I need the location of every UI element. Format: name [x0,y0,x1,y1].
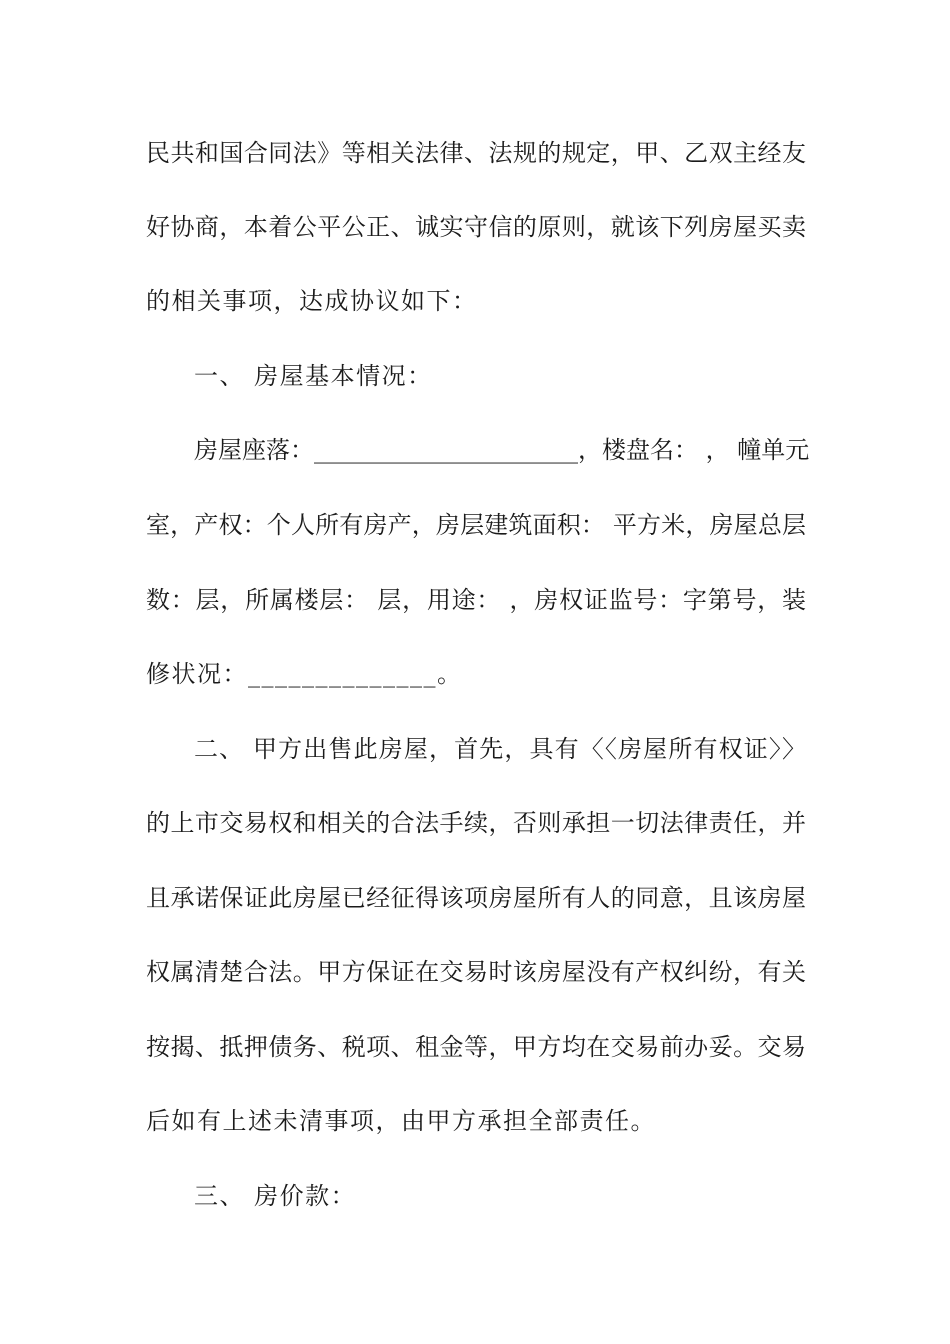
text-line-2: 好协商，本着公平公正、诚实守信的原则，就该下列房屋买卖 [146,213,806,241]
text-line-11: 且承诺保证此房屋已经征得该项房屋所有人的同意，且该房屋 [146,884,806,912]
text-line-10: 的上市交易权和相关的合法手续，否则承担一切法律责任，并 [146,809,806,837]
text-line-6: 室，产权：个人所有房产，房层建筑面积： 平方米，房屋总层 [146,511,806,539]
text-line-7: 数：层，所属楼层： 层，用途： ，房权证监号：字第号，装 [146,586,806,614]
section-heading-3: 三、 房价款： [194,1182,357,1210]
text-line-8: 修状况：______________。 [146,660,463,688]
text-line-5: 房屋座落：______________________，楼盘名： ， 幢单元 [194,436,810,464]
text-line-3: 的相关事项，达成协议如下： [146,287,478,315]
section-heading-2: 二、 甲方出售此房屋，首先，具有〈〈房屋所有权证〉〉 [194,735,806,763]
text-line-14: 后如有上述未清事项，由甲方承担全部责任。 [146,1107,656,1135]
text-line-1: 民共和国合同法》等相关法律、法规的规定，甲、乙双主经友 [146,139,806,167]
section-heading-1: 一、 房屋基本情况： [194,362,433,390]
text-line-13: 按揭、抵押债务、税项、租金等，甲方均在交易前办妥。交易 [146,1033,806,1061]
text-line-12: 权属清楚合法。甲方保证在交易时该房屋没有产权纠纷，有关 [146,958,806,986]
